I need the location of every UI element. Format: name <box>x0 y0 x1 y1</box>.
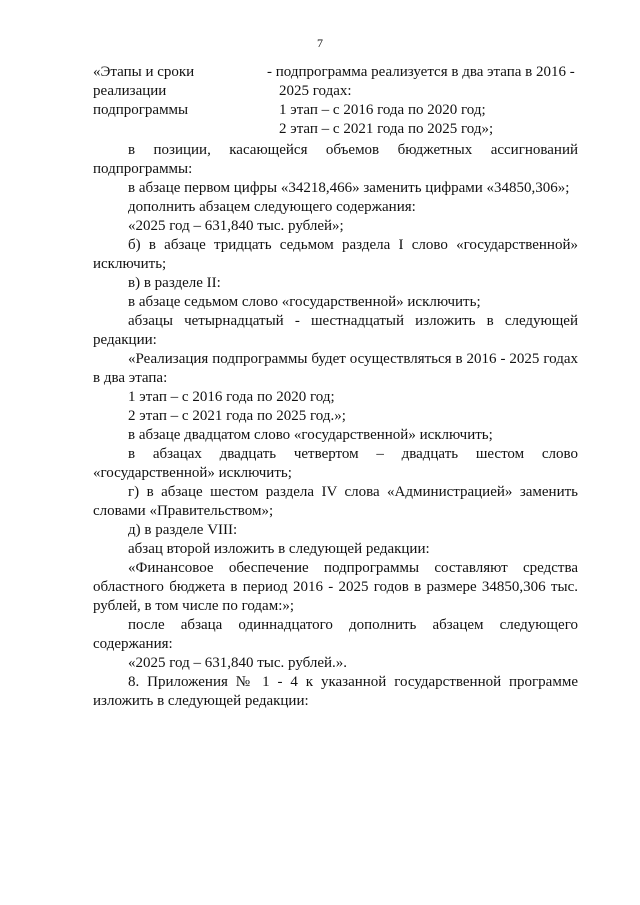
stages-label-line: реализации <box>93 83 167 99</box>
stages-description-line: 2025 годах: <box>279 83 352 99</box>
paragraph: после абзаца одиннадцатого дополнить абзацем следующего содержания: <box>93 617 578 652</box>
document-body <box>93 141 578 711</box>
paragraph: «Реализация подпрограммы будет осуществляться в 2016 - 2025 годах в два этапа: <box>93 351 578 386</box>
paragraph: б) в абзаце тридцать седьмом раздела I слово «государственной» исключить; <box>93 237 578 272</box>
stages-description-line: - подпрограмма реализуется в два этапа в 2016 - <box>267 64 575 80</box>
paragraph: д) в разделе VIII: <box>128 522 238 538</box>
paragraph: в) в разделе II: <box>128 275 221 291</box>
paragraph: 1 этап – с 2016 года по 2020 год; <box>128 389 335 405</box>
paragraph: абзац второй изложить в следующей редакции: <box>128 541 430 557</box>
paragraph: в абзаце двадцатом слово «государственной» исключить; <box>128 427 493 443</box>
stages-description <box>267 63 593 139</box>
paragraph: 2 этап – с 2021 года по 2025 год.»; <box>128 408 346 424</box>
stage-2-line: 2 этап – с 2021 года по 2025 год»; <box>279 121 494 137</box>
paragraph: в абзацах двадцать четвертом – двадцать шестом слово «государственной» исключить; <box>93 446 578 481</box>
paragraph: дополнить абзацем следующего содержания: <box>128 199 416 215</box>
paragraph: 8. Приложения № 1 - 4 к указанной государственной программе изложить в следующей редакции: <box>93 674 578 709</box>
stages-label-line: «Этапы и сроки <box>93 64 195 80</box>
paragraph: г) в абзаце шестом раздела IV слова «Администрацией» заменить словами «Правительством»; <box>93 484 578 519</box>
paragraph: «Финансовое обеспечение подпрограммы составляют средства областного бюджета в период 2016 - 2025 годов в размере 34850,306 тыс. рублей, в том числе по годам:»; <box>93 560 578 614</box>
paragraph: «2025 год – 631,840 тыс. рублей»; <box>128 218 344 234</box>
stages-label <box>93 63 263 120</box>
paragraph: в абзаце седьмом слово «государственной» исключить; <box>128 294 481 310</box>
paragraph: в абзаце первом цифры «34218,466» заменить цифрами «34850,306»; <box>128 180 570 196</box>
stage-1-line: 1 этап – с 2016 года по 2020 год; <box>279 102 486 118</box>
paragraph: в позиции, касающейся объемов бюджетных ассигнований подпрограммы: <box>93 142 578 177</box>
stages-label-line: подпрограммы <box>93 102 189 118</box>
page-number: 7 <box>317 36 323 50</box>
paragraph: абзацы четырнадцатый - шестнадцатый изложить в следующей редакции: <box>93 313 578 348</box>
paragraph: «2025 год – 631,840 тыс. рублей.». <box>128 655 348 671</box>
